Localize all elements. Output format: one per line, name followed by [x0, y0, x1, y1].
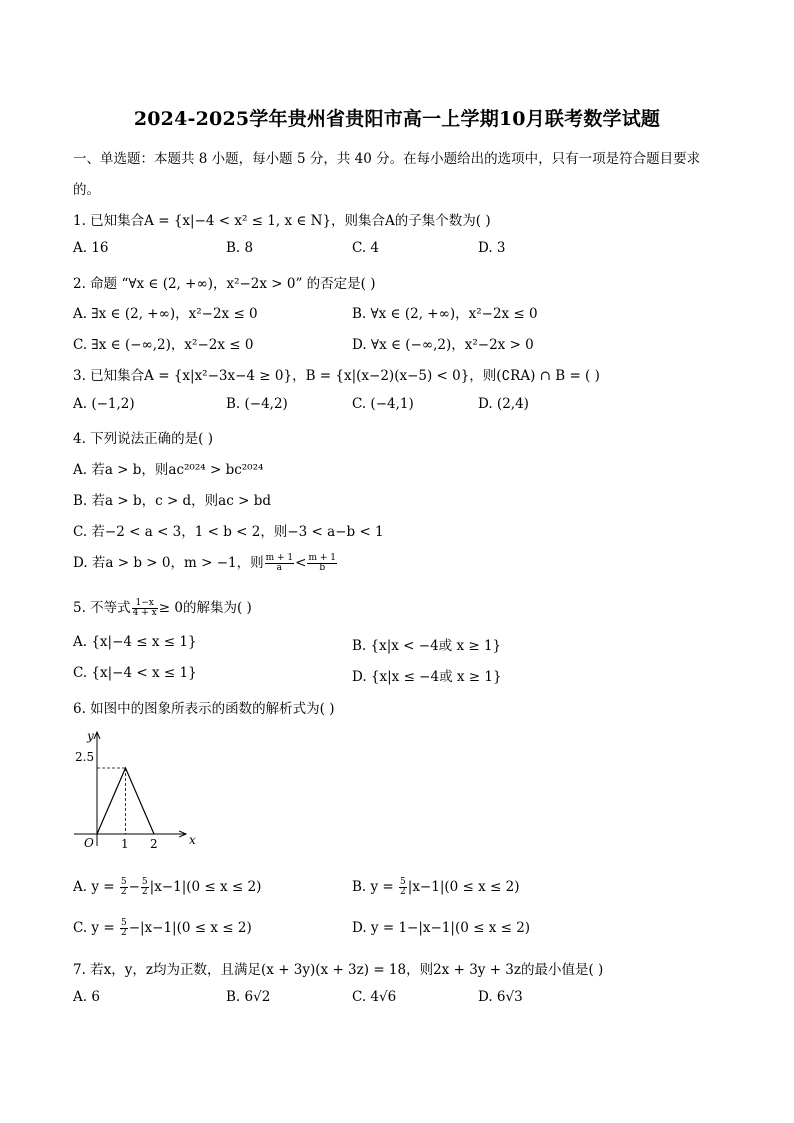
q4-option-b: B. 若a > b，c > d，则ac > bd	[73, 493, 271, 509]
q6-option-c: C. y = $\frac{5}{2}$ −|x−1|(0 ≤ x ≤ 2)	[73, 918, 252, 938]
q3-stem: 3. 已知集合A = {x|x²−3x−4 ≥ 0}，B = {x|(x−2)(x−5) < 0}，则(∁RA) ∩ B = ( )	[73, 368, 600, 384]
q7-option-b: B. 6√2	[226, 989, 271, 1005]
q7-option-a: A. 6	[73, 989, 100, 1005]
q6-b-frac: $\frac{5}{2}$	[400, 877, 406, 897]
q6-option-d: D. y = 1−|x−1|(0 ≤ x ≤ 2)	[352, 920, 531, 936]
q4-stem: 4. 下列说法正确的是( )	[73, 431, 213, 447]
q7-stem: 7. 若x，y，z均为正数，且满足(x + 3y)(x + 3z) = 18，则2x + 3y + 3z的最小值是( )	[73, 962, 604, 978]
q4-d-fraction-left: $\frac{m + 1}{a}$	[265, 553, 294, 573]
q6-a-frac-1: $\frac{5}{2}$	[120, 877, 127, 897]
q1-option-d: D. 3	[478, 240, 506, 256]
q4-option-d-text: D. 若a > b > 0，m > −1，则	[73, 555, 264, 571]
section-heading-line2: 的。	[73, 182, 100, 198]
q5-option-d: D. {x|x ≤ −4或 x ≥ 1}	[352, 669, 502, 685]
q5-fraction: $\frac{1-x}{4 + x}$	[132, 598, 157, 618]
q6-a-frac-2: $\frac{5}{2}$	[141, 877, 148, 897]
page-title: 2024-2025学年贵州省贵阳市高一上学期10月联考数学试题	[133, 108, 661, 130]
q2-option-a: A. ∃x ∈ (2, +∞)，x²−2x ≤ 0	[73, 306, 258, 322]
q2-option-b: B. ∀x ∈ (2, +∞)，x²−2x ≤ 0	[352, 306, 538, 322]
q6-function-graph	[70, 726, 200, 852]
q6-c-frac: $\frac{5}{2}$	[120, 918, 127, 938]
q4-d-fraction-right: $\frac{m + 1}{b}$	[308, 553, 336, 573]
q1-stem: 1. 已知集合A = {x|−4 < x² ≤ 1, x ∈ N}，则集合A的子集个数为( )	[73, 213, 491, 229]
q3-option-d: D. (2,4)	[478, 396, 529, 412]
section-heading-line1: 一、单选题：本题共 8 小题，每小题 5 分，共 40 分。在每小题给出的选项中，只有一项是符合题目要求	[73, 151, 701, 167]
q7-option-d: D. 6√3	[478, 989, 523, 1005]
q4-option-a: A. 若a > b，则ac²⁰²⁴ > bc²⁰²⁴	[73, 462, 264, 478]
q6-x-tick-1: 1	[121, 837, 129, 851]
q7-option-c: C. 4√6	[352, 989, 397, 1005]
q2-option-c: C. ∃x ∈ (−∞,2)，x²−2x ≤ 0	[73, 337, 254, 353]
q6-y-tick-label: 2.5	[75, 750, 95, 764]
q1-option-a: A. 16	[73, 240, 109, 256]
q6-stem: 6. 如图中的图象所表示的函数的解析式为( )	[73, 701, 335, 717]
q6-x-label: x	[189, 833, 196, 847]
q5-stem: 5. 不等式 $\frac{1-x}{4 + x}$ ≥ 0的解集为( )	[73, 598, 252, 618]
q6-option-b: B. y = $\frac{5}{2}$ |x−1|(0 ≤ x ≤ 2)	[352, 877, 520, 897]
q1-option-b: B. 8	[226, 240, 254, 256]
q6-x-tick-2: 2	[150, 837, 158, 851]
q5-option-c: C. {x|−4 < x ≤ 1}	[73, 665, 197, 681]
q5-option-a: A. {x|−4 ≤ x ≤ 1}	[73, 634, 197, 650]
q3-option-b: B. (−4,2)	[226, 396, 288, 412]
q6-option-a: A. y = $\frac{5}{2}$ − $\frac{5}{2}$ |x−1|(0 ≤ x ≤ 2)	[73, 877, 262, 897]
q2-stem: 2. 命题 “∀x ∈ (2, +∞)，x²−2x > 0” 的否定是( )	[73, 276, 376, 292]
q2-option-d: D. ∀x ∈ (−∞,2)，x²−2x > 0	[352, 337, 534, 353]
q3-option-a: A. (−1,2)	[73, 396, 135, 412]
q6-y-label: y	[87, 729, 94, 743]
q3-option-c: C. (−4,1)	[352, 396, 414, 412]
q4-option-d: D. 若a > b > 0，m > −1，则 $\frac{m + 1}{a}$ < $\frac{m + 1}{b}$	[73, 553, 336, 573]
q6-origin-label: O	[84, 836, 94, 850]
q5-option-b: B. {x|x < −4或 x ≥ 1}	[352, 638, 502, 654]
q1-option-c: C. 4	[352, 240, 380, 256]
q4-option-c: C. 若−2 < a < 3，1 < b < 2，则−3 < a−b < 1	[73, 524, 384, 540]
